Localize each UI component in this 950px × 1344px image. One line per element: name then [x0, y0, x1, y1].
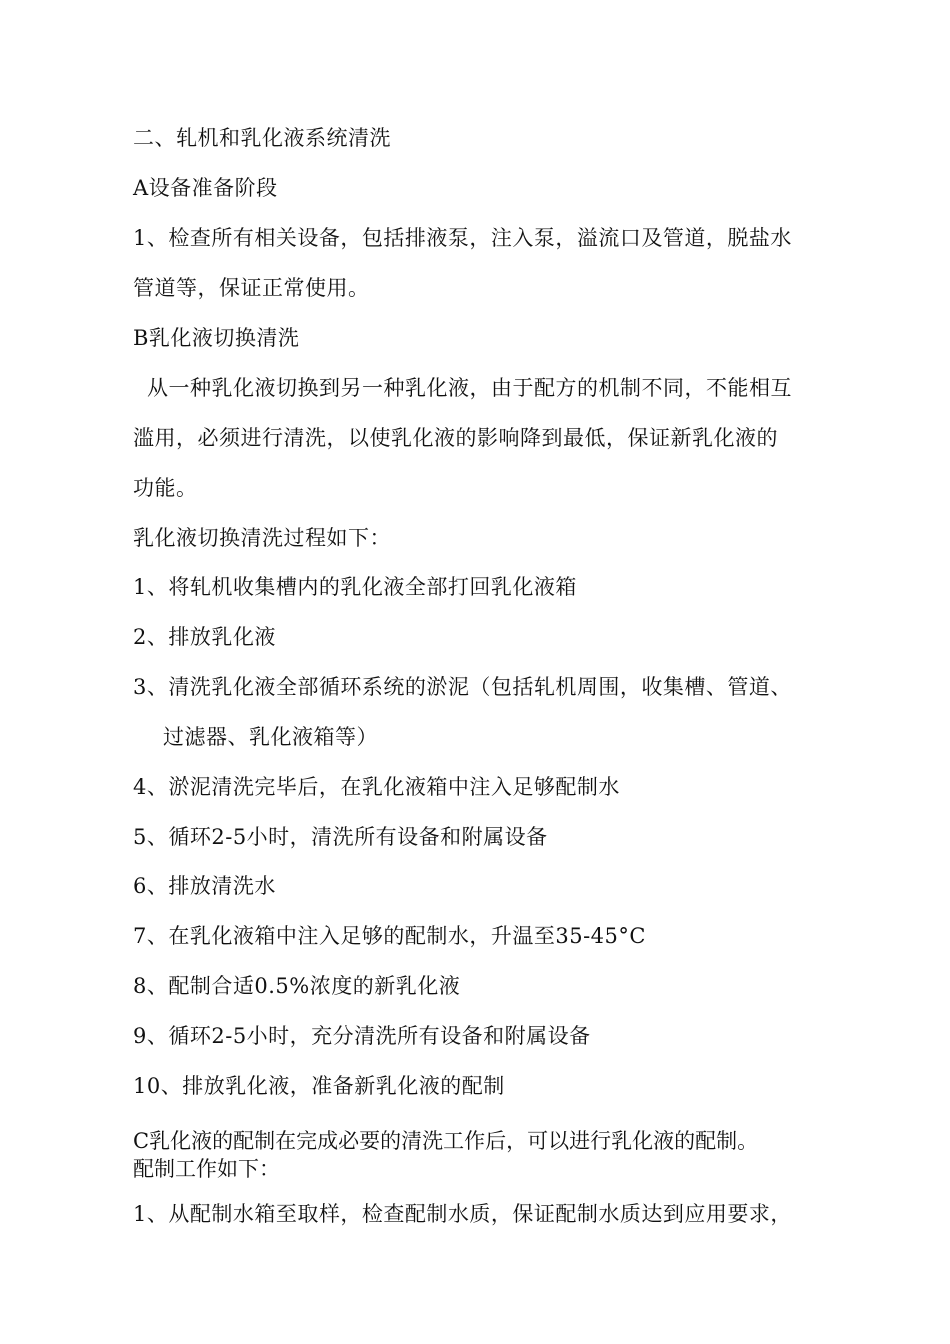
section-b-intro-line-1: 从一种乳化液切换到另一种乳化液，由于配方的机制不同，不能相互 — [147, 376, 792, 400]
process-step-5: 5、循环2-5小时，清洗所有设备和附属设备 — [133, 825, 548, 849]
process-step-7: 7、在乳化液箱中注入足够的配制水，升温至35-45°C — [133, 924, 646, 948]
process-step-8: 8、配制合适0.5%浓度的新乳化液 — [133, 974, 461, 998]
section-title: 二、轧机和乳化液系统清洗 — [133, 126, 391, 150]
section-c-heading-line-1: C乳化液的配制在完成必要的清洗工作后，可以进行乳化液的配制。 — [133, 1129, 759, 1153]
section-a-item-1-line-1: 1、检查所有相关设备，包括排液泵，注入泵，溢流口及管道，脱盐水 — [133, 226, 792, 250]
process-title: 乳化液切换清洗过程如下： — [133, 526, 391, 550]
process-step-3-line-1: 3、清洗乳化液全部循环系统的淤泥（包括轧机周围，收集槽、管道、 — [133, 675, 792, 699]
section-b-heading: B乳化液切换清洗 — [133, 326, 300, 350]
process-step-2: 2、排放乳化液 — [133, 625, 276, 649]
section-c-heading-line-2: 配制工作如下： — [133, 1157, 280, 1181]
section-a-item-1-line-2: 管道等，保证正常使用。 — [133, 276, 370, 300]
section-b-intro-line-2: 滥用，必须进行清洗，以使乳化液的影响降到最低，保证新乳化液的 — [133, 426, 778, 450]
process-step-3-line-2: 过滤器、乳化液箱等） — [163, 725, 378, 749]
process-step-9: 9、循环2-5小时，充分清洗所有设备和附属设备 — [133, 1024, 591, 1048]
section-b-intro-line-3: 功能。 — [133, 476, 198, 500]
process-step-1: 1、将轧机收集槽内的乳化液全部打回乳化液箱 — [133, 575, 577, 599]
process-step-6: 6、排放清洗水 — [133, 874, 276, 898]
process-step-10: 10、排放乳化液，准备新乳化液的配制 — [133, 1074, 505, 1098]
section-c-step-1: 1、从配制水箱至取样，检查配制水质，保证配制水质达到应用要求， — [133, 1202, 792, 1226]
section-a-heading: A设备准备阶段 — [133, 176, 278, 200]
process-step-4: 4、淤泥清洗完毕后，在乳化液箱中注入足够配制水 — [133, 775, 620, 799]
